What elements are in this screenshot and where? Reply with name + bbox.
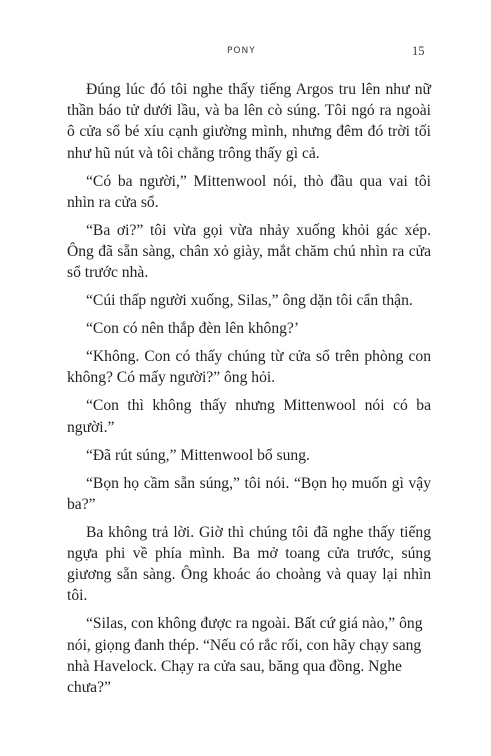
paragraph: “Cúi thấp người xuống, Silas,” ông dặn tôi cẩn thận.: [86, 292, 413, 310]
paragraph: Đúng lúc đó tôi nghe thấy tiếng Argos tru lên như nữ thần báo tử dưới lầu, và ba lên cò súng. Tôi ngó ra ngoài ô cửa sổ bé xíu cạnh giường mình, nhưng đêm đó trời tối như hũ nút và tôi chẳng trông thấy gì cả.: [67, 81, 431, 162]
paragraph: “Có ba người,” Mittenwool nói, thò đầu qua vai tôi nhìn ra cửa sổ.: [67, 172, 431, 211]
paragraph: “Silas, con không được ra ngoài. Bất cứ giá nào,” ông nói, giọng đanh thép. “Nếu có rắc rối, con hãy chạy sang nhà Havelock. Chạy ra cửa sau, băng qua đồng. Nghe chưa?”: [67, 615, 423, 697]
paragraph: “Không. Con có thấy chúng từ cửa sổ trên phòng con không? Có mấy người?” ông hỏi.: [67, 348, 431, 387]
paragraph: “Con thì không thấy nhưng Mittenwool nói có ba người.”: [67, 397, 431, 436]
body-text: [67, 79, 431, 705]
paragraph: “Đã rút súng,” Mittenwool bổ sung.: [86, 446, 310, 464]
page-number: 15: [412, 44, 425, 58]
paragraph: “Bọn họ cầm sẵn súng,” tôi nói. “Bọn họ muốn gì vậy ba?”: [67, 474, 431, 513]
running-title: PONY: [227, 46, 256, 56]
paragraph: “Con có nên thắp đèn lên không?’: [86, 320, 300, 338]
running-head: [0, 46, 491, 62]
paragraph: “Ba ơi?” tôi vừa gọi vừa nhảy xuống khỏi gác xép. Ông đã sẵn sàng, chân xỏ giày, mắt chăm chú nhìn ra cửa sổ trước nhà.: [67, 221, 431, 282]
paragraph: Ba không trả lời. Giờ thì chúng tôi đã nghe thấy tiếng ngựa phi về phía mình. Ba mở toang cửa trước, súng giương sẵn sàng. Ông khoác áo choàng và quay lại nhìn tôi.: [67, 523, 431, 605]
